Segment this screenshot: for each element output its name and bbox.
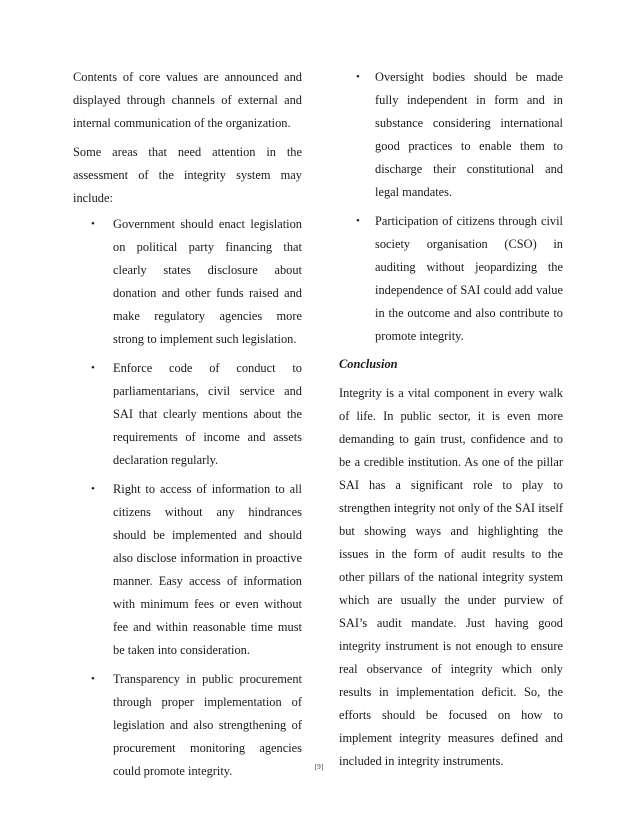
lead-paragraph: Some areas that need attention in the assessment of the integrity system may include: xyxy=(73,145,302,205)
bullet-icon: • xyxy=(356,215,360,227)
conclusion-heading: Conclusion xyxy=(339,357,398,371)
intro-paragraph: Contents of core values are announced and displayed through channels of external and internal communication of the organization. xyxy=(73,70,302,130)
conclusion-paragraph: Integrity is a vital component in every walk of life. In public sector, it is even more demanding to gain trust, confidence and to be a credible institution. As one of the pillar SAI has a significant role to play to strengthen integrity not only of the SAI itself but showing ways and highlighting the issues in the form of audit results to the other pillars of the national integrity system which are usually the under purview of SAI’s audit mandate. Just having good integrity instrument is not enough to ensure real observance of integrity which only results in implementation deficit. So, the efforts should be focused on how to implement integrity measures defined and included in integrity instruments. xyxy=(339,386,563,768)
list-item-text: Transparency in public procurement through proper implementation of legislation and also strengthening of procurement monitoring agencies could promote integrity. xyxy=(113,672,302,778)
list-item xyxy=(339,210,563,348)
recommendations-list-right xyxy=(339,66,563,348)
bullet-icon: • xyxy=(91,218,95,230)
right-column xyxy=(339,66,563,773)
list-item-text: Government should enact legislation on political party financing that clearly states disclosure about donation and other funds raised and make regulatory agencies more strong to implement such legislation. xyxy=(113,217,302,346)
bullet-icon: • xyxy=(91,483,95,495)
list-item-text: Right to access of information to all citizens without any hindrances should be implemented and should also disclose information in proactive manner. Easy access of information with minimum fees or even without fee and within reasonable time must be taken into consideration. xyxy=(113,482,302,657)
list-item-text: Enforce code of conduct to parliamentarians, civil service and SAI that clearly mentions about the requirements of income and assets declaration regularly. xyxy=(113,361,302,467)
bullet-icon: • xyxy=(91,362,95,374)
page-number: [9] xyxy=(314,763,324,771)
list-item xyxy=(73,478,302,662)
list-item-text: Participation of citizens through civil society organisation (CSO) in auditing without jeopardizing the independence of SAI could add value in the outcome and also contribute to promote integrity. xyxy=(375,214,563,343)
list-item xyxy=(73,213,302,351)
list-item xyxy=(339,66,563,204)
list-item xyxy=(73,357,302,472)
list-item-text: Oversight bodies should be made fully independent in form and in substance considering international good practices to enable them to discharge their constitutional and legal mandates. xyxy=(375,70,563,199)
bullet-icon: • xyxy=(91,673,95,685)
left-column xyxy=(73,66,302,783)
bullet-icon: • xyxy=(356,71,360,83)
recommendations-list-left xyxy=(73,213,302,783)
